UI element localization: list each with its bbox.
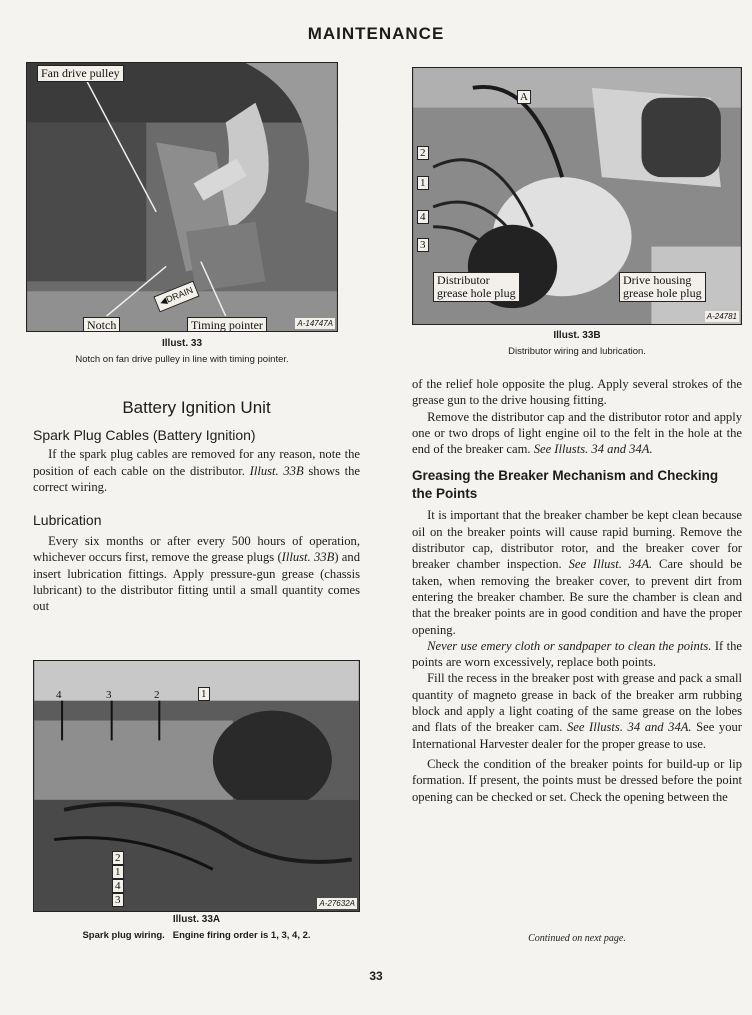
check-points-text: Check the condition of the breaker points for build-up or lip formation. If present, the points must be dressed before the point opening can be checked or set. Check the opening between the (412, 756, 742, 804)
illust-33-code: A-14747A (297, 319, 333, 328)
illust-33a-photo (33, 660, 360, 912)
bottom-label-3: 3 (112, 893, 124, 907)
ref-34-34a: See Illusts. 34 and 34A. (533, 442, 653, 457)
illust-33-title: Illust. 33 (161, 338, 202, 349)
illust-33a-code: A-27632A (319, 899, 355, 908)
top-label-3: 3 (106, 689, 112, 701)
battery-ignition-heading: Battery Ignition Unit (122, 398, 271, 417)
label-1: 1 (417, 176, 429, 190)
ref-34-34a-2: See Illusts. 34 and 34A. (567, 720, 692, 735)
page-header: MAINTENANCE (307, 24, 445, 43)
ref-34a: See Illust. 34A. (568, 557, 653, 572)
label-4: 4 (417, 210, 429, 224)
drive-line-2: grease hole plug (623, 286, 702, 300)
label-a: A (517, 90, 531, 104)
spark-plug-wiring-photo (34, 661, 359, 911)
notch-label: Notch (83, 317, 120, 332)
drain-label: ◀DRAIN (153, 281, 199, 313)
illust-33b-title: Illust. 33B (553, 330, 601, 341)
dist-line-1: Distributor (437, 273, 490, 287)
label-2: 2 (417, 146, 429, 160)
illust-33a-caption (33, 914, 360, 941)
fan-drive-pulley-label: Fan drive pulley (37, 65, 124, 82)
relief-hole-text: of the relief hole opposite the plug. Apply several strokes of the grease gun to the drive housing fitting. (412, 377, 742, 408)
top-label-1: 1 (198, 687, 210, 701)
spark-plug-cables-heading: Spark Plug Cables (Battery Ignition) (33, 427, 256, 444)
bottom-label-1: 1 (112, 865, 124, 879)
distributor-grease-hole-plug-label (433, 272, 520, 302)
drain-text: DRAIN (164, 284, 195, 305)
top-label-4: 4 (56, 689, 62, 701)
ref-33b: Illust. 33B (249, 463, 304, 478)
spark-plug-cables-text: If the spark plug cables are removed for any reason, note the position of each cable on the distributor. Illust. 33B shows the correct wiring. (33, 447, 360, 494)
lubrication-text: Every six months or after every 500 hours of operation, whichever occurs first, remove the grease plugs (Illust. 33B) and insert lubrication fittings. Apply pressure-gun grease (chassis lubricant) to the distributor fitting until a small quantity comes out (33, 534, 360, 614)
fill-recess-text: Fill the recess in the breaker post with grease and pack a small quantity of magneto grease in back of the breaker arm rubbing block and apply a light coating of the same grease on the lobes and flats of the breaker cam. See Illusts. 34 and 34A. See your International Harvester dealer for the proper grease to use. (412, 671, 742, 751)
bottom-label-4: 4 (112, 879, 124, 893)
drive-housing-grease-hole-plug-label (619, 272, 706, 302)
greasing-breaker-heading: Greasing the Breaker Mechanism and Checking the Points (412, 468, 719, 502)
emery-warning: Never use emery cloth or sandpaper to clean the points. (427, 638, 712, 653)
bottom-label-2: 2 (112, 851, 124, 865)
page-number: 33 (369, 969, 383, 983)
label-3: 3 (417, 238, 429, 252)
illust-33b-photo (412, 67, 742, 325)
ref-33b-2: Illust. 33B (281, 550, 335, 565)
right-column (412, 376, 742, 805)
illust-33-caption (26, 338, 338, 365)
illust-33b-code: A-24781 (706, 312, 737, 321)
illust-33a-caption-text: Spark plug wiring. Engine firing order is 1, 3, 4, 2. (82, 930, 311, 941)
top-label-2: 2 (154, 689, 160, 701)
drive-line-1: Drive housing (623, 273, 692, 287)
lubrication-heading: Lubrication (33, 512, 102, 529)
illust-33b-caption (412, 330, 742, 357)
illust-33a-title: Illust. 33A (172, 914, 221, 925)
illust-33-caption-text: Notch on fan drive pulley in line with timing pointer. (75, 354, 289, 365)
emery-cloth-text: Never use emery cloth or sandpaper to clean the points. If the points are worn excessively, replace both points. (412, 638, 742, 670)
left-column (33, 400, 360, 615)
illust-33b-caption-text: Distributor wiring and lubrication. (508, 346, 646, 357)
timing-pointer-label: Timing pointer (187, 317, 267, 332)
breaker-chamber-text: It is important that the breaker chamber be kept clean because oil on the breaker points will cause rapid burning. Remove the distributor cap, distributor rotor, and the breaker cover for breaker chamber inspection. See Illust. 34A. Care should be taken, when removing the breaker cover, to prevent dirt from entering the breaker chamber. Be sure the chamber is clean and that the breaker points are in good condition and have the proper opening. (412, 508, 742, 637)
illust-33-photo (26, 62, 338, 332)
distributor-cap-text: Remove the distributor cap and the distributor rotor and apply one or two drops of light engine oil to the felt in the hole at the end of the breaker cam. See Illusts. 34 and 34A. (412, 409, 742, 457)
dist-line-2: grease hole plug (437, 286, 516, 300)
continued-note: Continued on next page. (528, 933, 626, 944)
